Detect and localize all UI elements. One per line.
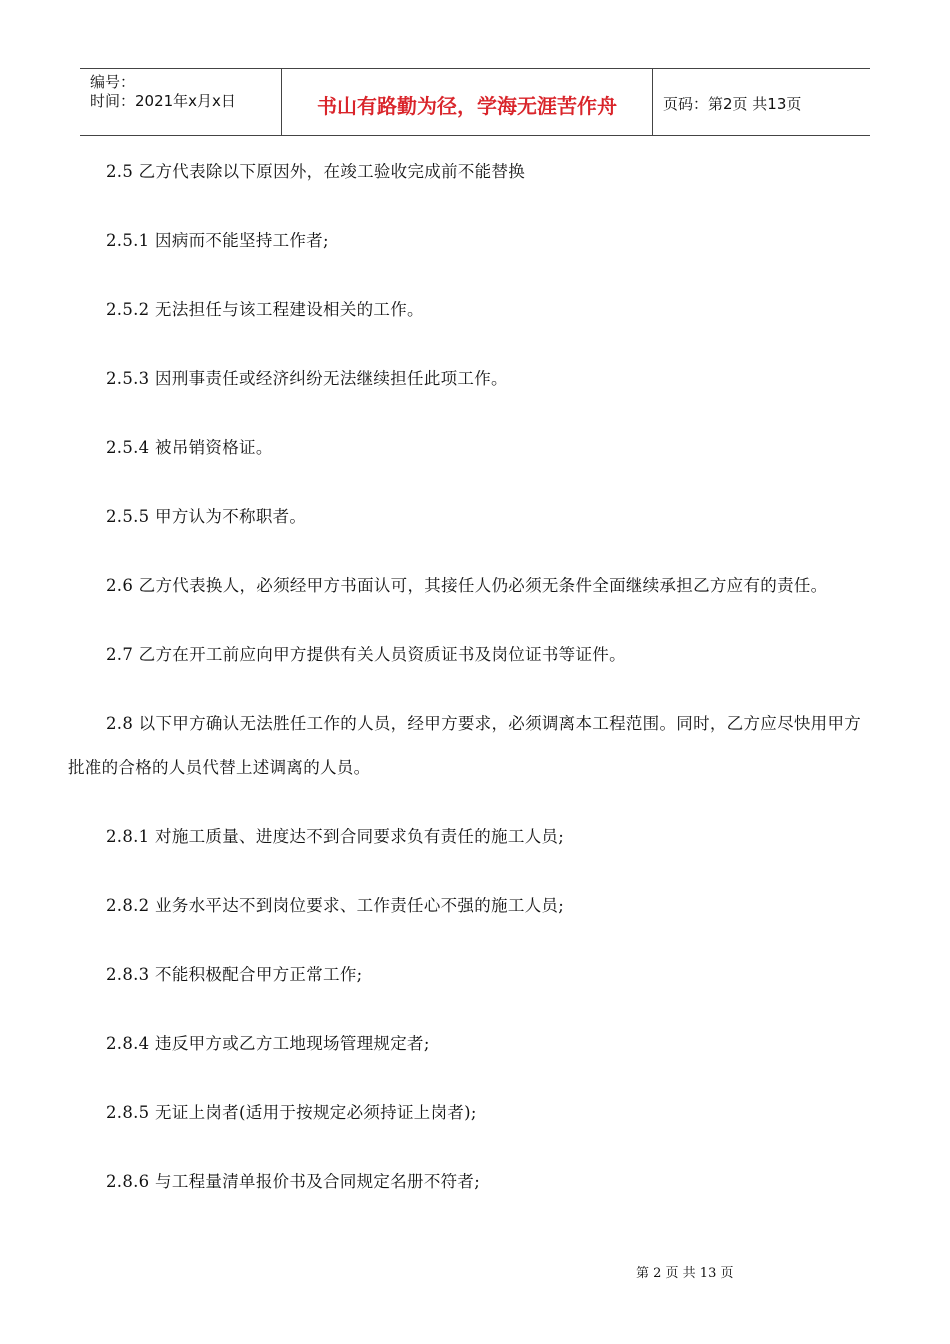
header-meta: [80, 69, 282, 135]
document-number-label: 编号：: [90, 73, 136, 91]
page-footer: 第 2 页 共 13 页: [636, 1266, 734, 1281]
paragraph-2-8-5: 2.8.5 无证上岗者(适用于按规定必须持证上岗者);: [106, 1103, 477, 1122]
header-page-number: 页码：第2页 共13页: [663, 94, 802, 113]
header-motto: 书山有路勤为径，学海无涯苦作舟: [282, 69, 653, 135]
paragraph-2-8: 2.8 以下甲方确认无法胜任工作的人员，经甲方要求，必须调离本工程范围。同时，乙方应尽快用甲方批准的合格的人员代替上述调离的人员。: [68, 714, 862, 777]
paragraph-2-8-6: 2.8.6 与工程量清单报价书及合同规定名册不符者;: [106, 1172, 481, 1191]
paragraph-2-7: 2.7 乙方在开工前应向甲方提供有关人员资质证书及岗位证书等证件。: [106, 645, 626, 664]
paragraph-2-5-4: 2.5.4 被吊销资格证。: [106, 438, 273, 457]
document-body: [68, 150, 874, 1229]
paragraph-2-8-4: 2.8.4 违反甲方或乙方工地现场管理规定者;: [106, 1034, 430, 1053]
paragraph-2-5-5: 2.5.5 甲方认为不称职者。: [106, 507, 307, 526]
page-header: [80, 68, 870, 136]
paragraph-2-5-3: 2.5.3 因刑事责任或经济纠纷无法继续担任此项工作。: [106, 369, 508, 388]
paragraph-2-5-2: 2.5.2 无法担任与该工程建设相关的工作。: [106, 300, 424, 319]
paragraph-2-5-1: 2.5.1 因病而不能坚持工作者;: [106, 231, 329, 250]
paragraph-2-8-3: 2.8.3 不能积极配合甲方正常工作;: [106, 965, 363, 984]
paragraph-2-6: 2.6 乙方代表换人，必须经甲方书面认可，其接任人仍必须无条件全面继续承担乙方应有的责任。: [106, 576, 828, 595]
paragraph-2-8-1: 2.8.1 对施工质量、进度达不到合同要求负有责任的施工人员;: [106, 827, 565, 846]
document-date: 时间：2021年x月x日: [90, 92, 236, 110]
paragraph-2-5: 2.5 乙方代表除以下原因外，在竣工验收完成前不能替换: [106, 162, 526, 181]
paragraph-2-8-2: 2.8.2 业务水平达不到岗位要求、工作责任心不强的施工人员;: [106, 896, 565, 915]
